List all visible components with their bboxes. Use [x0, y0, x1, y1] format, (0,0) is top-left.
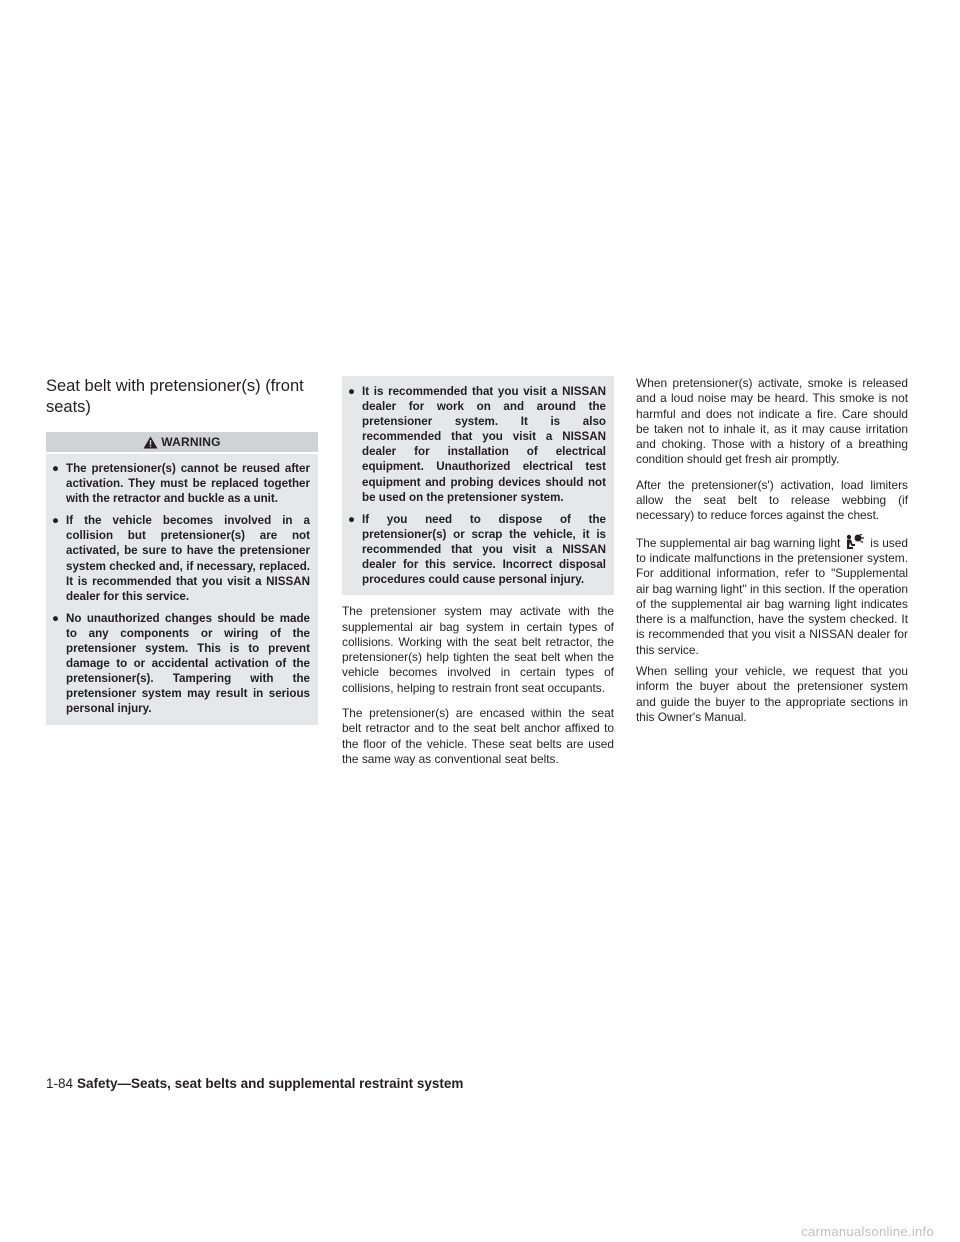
column-1 [46, 376, 318, 725]
body-paragraph: After the pretensioner(s') activation, load limiters allow the seat belt to release webbing (if necessary) to reduce forces against the chest. [636, 477, 908, 523]
warning-bullet-text: No unauthorized changes should be made to any components or wiring of the pretensioner system. This is to prevent damage to or accidental activation of the pretensioner(s). Tampering with the pretensioner system may result in serious personal injury. [66, 611, 310, 716]
bullet-marker: ● [348, 512, 356, 526]
warning-bullet [348, 384, 606, 505]
warning-bullet-text: If you need to dispose of the pretensioner(s) or scrap the vehicle, it is recommended that you visit a NISSAN dealer for this service. Incorrect disposal procedures could cause personal injury. [362, 512, 606, 587]
airbag-warning-icon [842, 534, 864, 550]
warning-bullet-text: It is recommended that you visit a NISSAN dealer for work on and around the pretensioner system. It is also recommended that you visit a NISSAN dealer for installation of electrical equipment. Unauthorized electrical test equipment and probing devices should not be used on the pretensioner system. [362, 385, 606, 504]
warning-bullet [348, 512, 606, 587]
page-footer [46, 1076, 463, 1092]
warning-bullet [52, 513, 310, 604]
bullet-marker: ● [348, 385, 356, 398]
bullet-marker: ● [52, 462, 60, 475]
warning-box-continued [342, 376, 614, 595]
column-3 [636, 376, 908, 735]
body-paragraph-with-icon [636, 534, 908, 658]
warning-header [46, 432, 318, 452]
bullet-marker: ● [52, 611, 60, 625]
warning-bullet-text: The pretensioner(s) cannot be reused after activation. They must be replaced together with the retractor and buckle as a unit. [66, 462, 310, 506]
warning-box [46, 454, 318, 725]
page-number: 1-84 [46, 1076, 74, 1091]
body-text-after-icon: is used to indicate malfunctions in the pretensioner system. For additional information, refer to "Supplemental air bag warning light" in this section. If the operation of the supplemental air bag warning light indicates there is a malfunction, have the system checked. It is recommended that you visit a NISSAN dealer for this service. [636, 535, 908, 657]
section-title: Seat belt with pretensioner(s) (front seats) [46, 377, 304, 416]
warning-triangle-icon [143, 436, 158, 449]
body-paragraph: When pretensioner(s) activate, smoke is released and a loud noise may be heard. This smoke is not harmful and does not indicate a fire. Care should be taken not to inhale it, as it may cause irritation and choking. Those with a history of a breathing condition should get fresh air promptly. [636, 376, 908, 467]
warning-bullet [52, 611, 310, 717]
bullet-marker: ● [52, 514, 60, 528]
warning-bullet-text: If the vehicle becomes involved in a collision but pretensioner(s) are not activated, be sure to have the pretensioner system checked and, if necessary, replaced. It is recommended that you visit a NISSAN dealer for this service. [66, 514, 310, 603]
column-2 [342, 376, 614, 777]
body-paragraph: The pretensioner(s) are encased within the seat belt retractor and to the seat belt anchor affixed to the floor of the vehicle. These seat belts are used the same way as conventional seat belts. [342, 706, 614, 766]
watermark: carmanualsonline.info [801, 1224, 934, 1239]
chapter-title: Safety—Seats, seat belts and supplemental restraint system [77, 1076, 464, 1091]
warning-bullet [52, 461, 310, 506]
body-paragraph: When selling your vehicle, we request that you inform the buyer about the pretensioner system and guide the buyer to the appropriate sections in this Owner's Manual. [636, 664, 908, 724]
body-paragraph: The pretensioner system may activate with the supplemental air bag system in certain types of collisions. Working with the seat belt retractor, the pretensioner(s) help tighten the seat belt when the vehicle becomes involved in certain types of collisions, helping to restrain front seat occupants. [342, 604, 614, 695]
body-text-before-icon: The supplemental air bag warning light [636, 535, 841, 550]
warning-label: WARNING [161, 435, 221, 449]
